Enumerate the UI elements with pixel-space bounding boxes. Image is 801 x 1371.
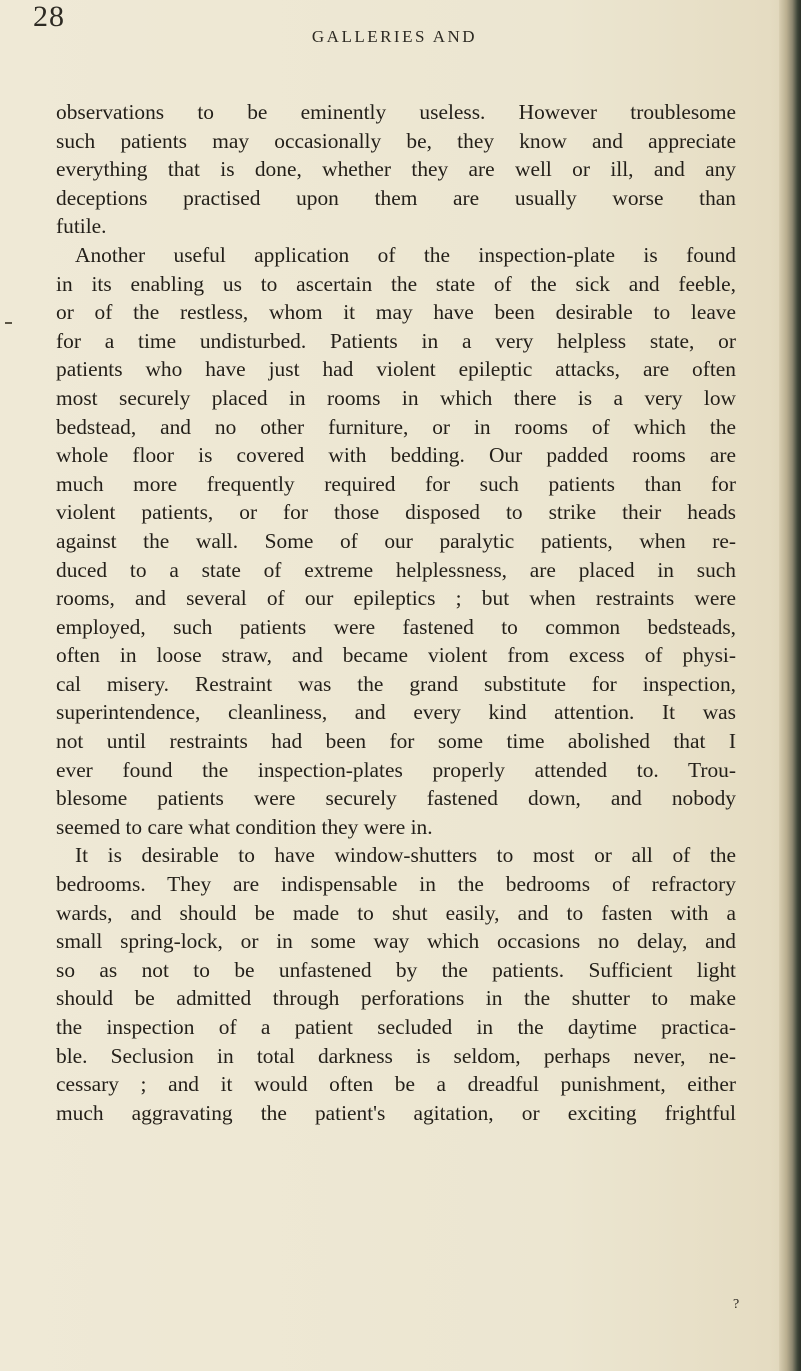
text-line: in its enabling us to ascertain the state of the sick and feeble, [56, 271, 736, 296]
text-line: wards, and should be made to shut easily, and to fasten with a [56, 900, 736, 925]
text-line: much more frequently required for such patients than for [56, 471, 736, 496]
text-line: duced to a state of extreme helplessness, are placed in such [56, 557, 736, 582]
text-line: bedrooms. They are indispensable in the bedrooms of refractory [56, 872, 736, 897]
text-line: everything that is done, whether they are well or ill, and any [56, 157, 736, 182]
text-line: should be admitted through perforations in the shutter to make [56, 986, 736, 1011]
text-line: patients who have just had violent epileptic attacks, are often [56, 357, 736, 382]
text-line: It is desirable to have window-shutters to most or all of the [75, 843, 736, 868]
text-line: much aggravating the patient's agitation, or exciting frightful [56, 1100, 736, 1125]
text-line: whole floor is covered with bedding. Our padded rooms are [56, 443, 736, 468]
text-line: blesome patients were securely fastened down, and nobody [56, 786, 736, 811]
text-line: Another useful application of the inspection-plate is found [75, 242, 736, 267]
text-line: or of the restless, whom it may have been desirable to leave [56, 300, 736, 325]
text-line: most securely placed in rooms in which there is a very low [56, 385, 736, 410]
text-line: futile. [56, 214, 107, 239]
text-line: not until restraints had been for some time abolished that I [56, 729, 736, 754]
text-line: deceptions practised upon them are usually worse than [56, 185, 736, 210]
catchword: ? [733, 1297, 740, 1312]
text-line: the inspection of a patient secluded in the daytime practica- [56, 1015, 736, 1039]
text-line: observations to be eminently useless. However troublesome [56, 100, 736, 124]
text-line: seemed to care what condition they were in. [56, 814, 433, 839]
body-text [56, 98, 736, 1127]
text-line: such patients may occasionally be, they know and appreciate [56, 128, 736, 153]
text-line: employed, such patients were fastened to common bedsteads, [56, 614, 736, 639]
text-line: ever found the inspection-plates properly attended to. Trou- [56, 757, 736, 782]
text-line: bedstead, and no other furniture, or in rooms of which the [56, 414, 736, 439]
text-line: rooms, and several of our epileptics ; but when restraints were [56, 586, 736, 611]
text-line: so as not to be unfastened by the patients. Sufficient light [56, 957, 736, 982]
text-line: for a time undisturbed. Patients in a very helpless state, or [56, 328, 736, 353]
page-number: 28 [33, 0, 65, 33]
page-edge-shadow [779, 0, 801, 1371]
text-line: ble. Seclusion in total darkness is seldom, perhaps never, ne- [56, 1043, 736, 1068]
text-line: cessary ; and it would often be a dreadful punishment, either [56, 1072, 736, 1097]
text-line: superintendence, cleanliness, and every kind attention. It was [56, 700, 736, 725]
text-line: against the wall. Some of our paralytic patients, when re- [56, 528, 736, 553]
text-line: violent patients, or for those disposed to strike their heads [56, 500, 736, 525]
margin-mark [5, 322, 12, 324]
text-line: often in loose straw, and became violent from excess of physi- [56, 643, 736, 668]
text-line: cal misery. Restraint was the grand substitute for inspection, [56, 671, 736, 696]
running-head: GALLERIES AND [311, 27, 478, 46]
text-line: small spring-lock, or in some way which occasions no delay, and [56, 929, 736, 954]
